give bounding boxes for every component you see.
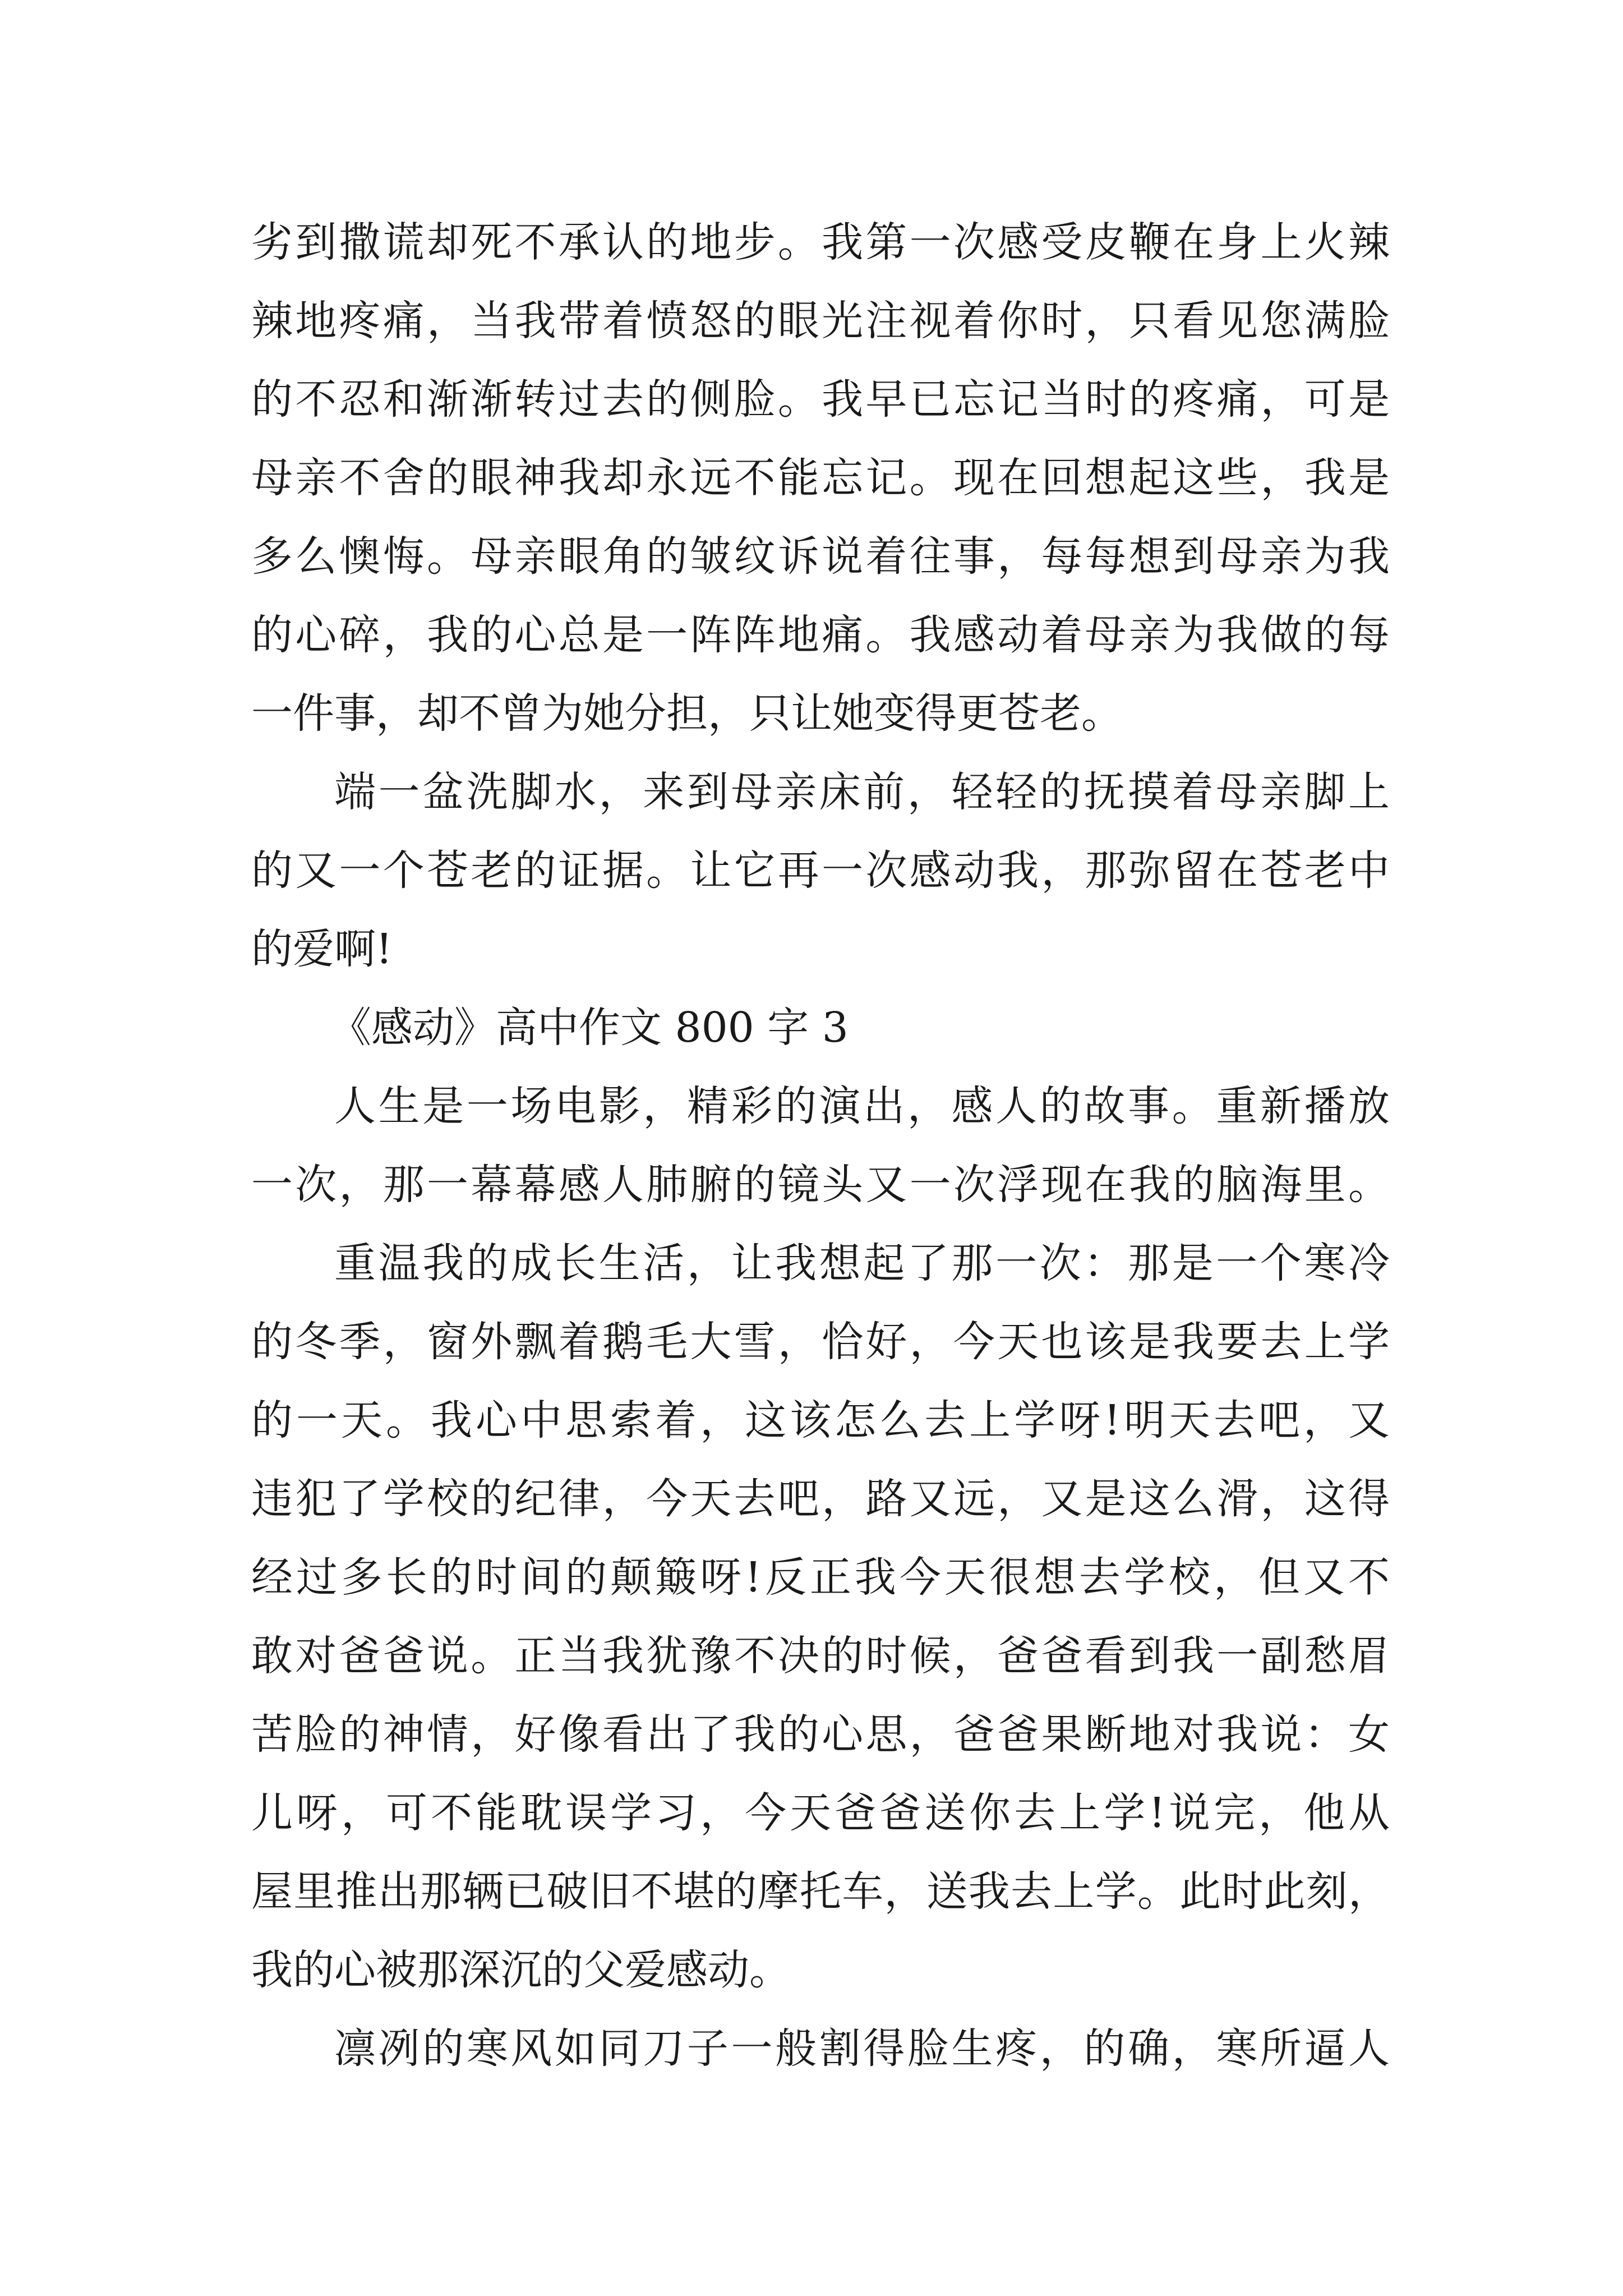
text-line: 母亲不舍的眼神我却永远不能忘记。现在回想起这些，我是 [251, 454, 1390, 502]
text-line: 我的心被那深沉的父爱感动。 [251, 1946, 791, 1994]
text-line: 凛冽的寒风如同刀子一般割得脸生疼，的确，寒所逼人 [334, 2024, 1390, 2073]
text-line: 屋里推出那辆已破旧不堪的摩托车，送我去上学。此时此刻， [251, 1867, 1390, 1916]
section-title: 《感动》高中作文 800 字 3 [330, 1004, 849, 1052]
text-line: 的一天。我心中思索着，这该怎么去上学呀!明天去吧，又 [251, 1396, 1390, 1444]
text-line: 的不忍和渐渐转过去的侧脸。我早已忘记当时的疼痛，可是 [251, 375, 1390, 424]
text-line: 的冬季，窗外飘着鹅毛大雪，恰好，今天也该是我要去上学 [251, 1318, 1390, 1366]
text-line: 敢对爸爸说。正当我犹豫不决的时候，爸爸看到我一副愁眉 [251, 1632, 1390, 1680]
text-line: 苦脸的神情，好像看出了我的心思，爸爸果断地对我说：女 [251, 1710, 1390, 1759]
text-line: 劣到撒谎却死不承认的地步。我第一次感受皮鞭在身上火辣 [251, 218, 1390, 266]
text-line: 多么懊悔。母亲眼角的皱纹诉说着往事，每每想到母亲为我 [251, 532, 1390, 581]
document-page [251, 203, 1390, 2088]
text-line: 一次，那一幕幕感人肺腑的镜头又一次浮现在我的脑海里。 [251, 1161, 1390, 1209]
text-line: 辣地疼痛，当我带着愤怒的眼光注视着你时，只看见您满脸 [251, 297, 1390, 345]
text-line: 一件事，却不曾为她分担，只让她变得更苍老。 [251, 689, 1123, 738]
text-line: 的爱啊! [251, 925, 393, 973]
text-line: 端一盆洗脚水，来到母亲床前，轻轻的抚摸着母亲脚上 [334, 768, 1390, 816]
text-line: 重温我的成长生活，让我想起了那一次：那是一个寒冷 [334, 1239, 1390, 1287]
text-line: 的心碎，我的心总是一阵阵地痛。我感动着母亲为我做的每 [251, 611, 1390, 659]
text-line: 的又一个苍老的证据。让它再一次感动我，那弥留在苍老中 [251, 846, 1390, 895]
text-line: 人生是一场电影，精彩的演出，感人的故事。重新播放 [334, 1082, 1390, 1130]
text-line: 违犯了学校的纪律，今天去吧，路又远，又是这么滑，这得 [251, 1475, 1390, 1523]
text-line: 儿呀，可不能耽误学习，今天爸爸送你去上学!说完，他从 [251, 1789, 1390, 1837]
text-line: 经过多长的时间的颠簸呀!反正我今天很想去学校，但又不 [251, 1553, 1390, 1602]
